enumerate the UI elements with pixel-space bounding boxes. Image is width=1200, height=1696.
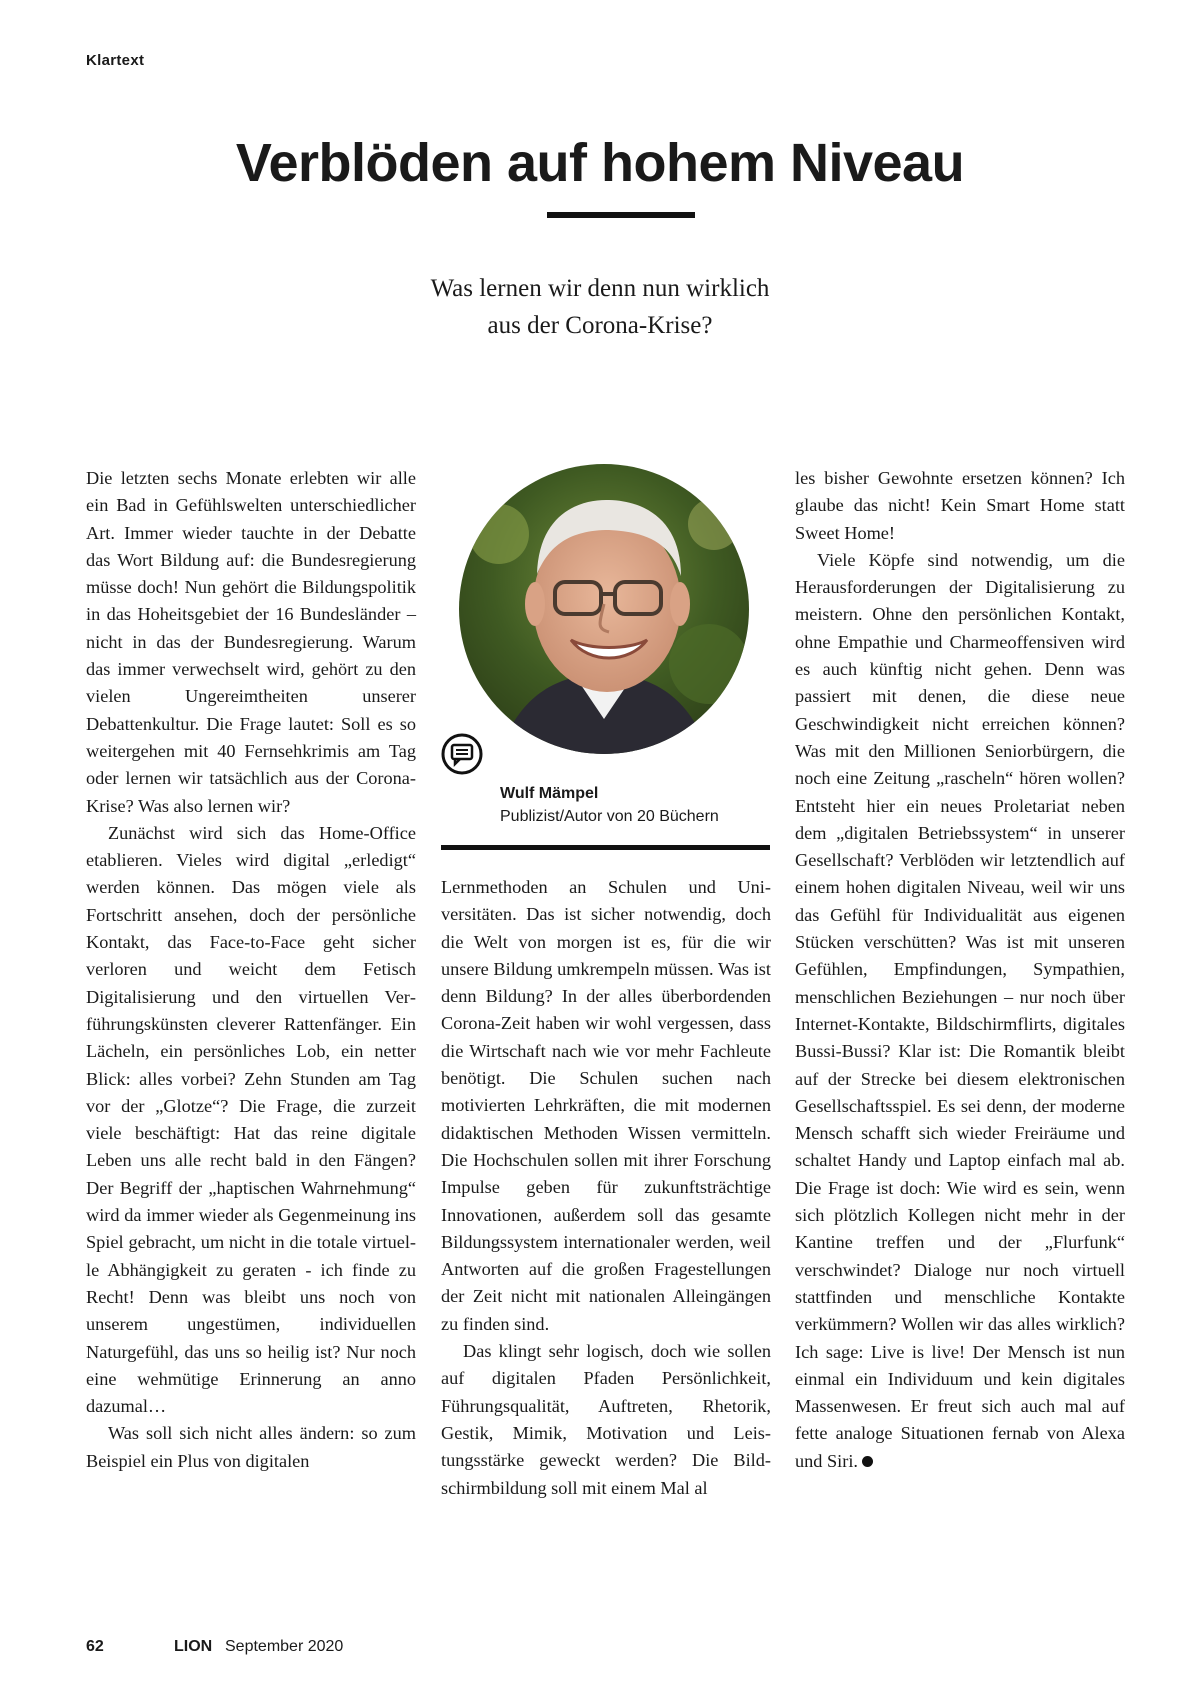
article-column-2 — [441, 874, 771, 1502]
comment-bubble-icon — [441, 733, 483, 775]
paragraph-text: Viele Köpfe sind notwendig, um die Herausforderungen der Digitalisierung zu meistern. Ohne den persönlichen Kontakt, ohne Empathie und Charmeoffensiven wird es auch künftig nicht gehen. Denn was passiert mit denen, die diese neue Geschwindigkeit nicht erreichen können? Was mit den Millionen Seniorbürgern, die noch eine Zeitung „rascheln“ hören wollen? Entsteht hier ein neues Proletariat neben dem „digitalen Betriebssystem“ in unserer Gesellschaft? Verblöden wir letztendlich auf einem hohen digitalen Niveau, weil wir uns das Gefühl für Individualität aus eigenen Stücken verschütten? Was ist mit unseren Gefühlen, Empfindungen, Sympathien, menschlichen Beziehungen – nur noch über Internet-Kontakte, Bildschirmflirts, digitales Bussi-Bussi? Klar ist: Die Romantik bleibt auf der Strecke bei diesem elektronischen Gesellschaftsspiel. Es sei denn, der moderne Mensch schafft sich wieder Freiräume und schaltet Handy und Laptop einfach mal ab. Die Frage ist doch: Wie wird es sein, wenn sich plötzlich Kollegen nicht mehr in der Kantine treffen und der „Flurfunk“ verschwindet? Dialoge nur noch virtuell stattfinden und menschliche Kontakte verkümmern? Wollen wir das alles wirklich? Ich sage: Live is live! Der Mensch ist nun einmal ein Individuum und kein digitales Massenwesen. Er freut sich auch mal auf fette analoge Situationen fernab von Alexa und Siri. — [795, 549, 1125, 1471]
paragraph: Die letzten sechs Monate erlebten wir alle ein Bad in Gefühlswelten unterschiedlicher Art. Immer wieder tauchte in der Debatte das Wort Bildung auf: die Bundesregierung müsse doch! Nun gehört die Bildungspolitik in das Hoheitsgebiet der 16 Bundesländer – nicht in das der Bundesregierung. Warum das immer verwechselt wird, gehört zu den vielen Ungereimtheiten unserer Debattenkultur. Die Frage lautet: Soll es so weitergehen mit 40 Fernsehkrimis am Tag oder lernen wir tatsächlich aus der Corona-Krise? Was also lernen wir? — [86, 468, 416, 816]
author-portrait-illustration — [459, 464, 749, 754]
paragraph: Zunächst wird sich das Home-Office etablieren. Vieles wird digital „erledigt“ werden können. Das mögen viele als Fortschritt ansehen, doch der persönliche Kontakt, das Face-to-Face geht sicher verloren und weicht dem Fetisch Digitalisierung und den virtuellen Verführungskünsten cleverer Rattenfänger. Ein Lächeln, ein persönliches Lob, ein netter Blick: alles vorbei? Zehn Stunden am Tag vor der „Glotze“? Die Frage, die zurzeit viele beschäftigt: Hat das reine digitale Leben uns alle recht bald in den Fängen? Der Begriff der „haptischen Wahrnehmung“ wird da immer wieder als Gegenmeinung ins Spiel gebracht, um nicht in die totale virtuelle Abhängigkeit zu geraten - ich finde zu Recht! Denn was bleibt uns noch von unserem ungestümen, individuellen Naturgefühl, das uns so heilig ist? Nur noch eine wehmütige Erinnerung an anno dazumal… — [86, 822, 416, 1417]
subtitle — [0, 270, 1200, 344]
end-of-article-icon — [862, 1456, 873, 1467]
subtitle-line-1: Was lernen wir denn nun wirklich — [430, 275, 770, 302]
headline: Verblöden auf hohem Niveau — [235, 133, 965, 193]
issue-date: September 2020 — [225, 1638, 344, 1655]
paragraph — [795, 547, 1125, 1475]
section-label: Klartext — [86, 52, 145, 69]
paragraph: Lernmethoden an Schulen und Universitäten. Das ist sicher notwendig, doch die Welt von morgen ist es, für die wir unsere Bildung umkrempeln müssen. Was ist denn Bildung? In der alles überbordenden Corona-Zeit haben wir wohl vergessen, dass die Wirtschaft nach wie vor mehr Fachleute benötigt. Die Schulen suchen nach motivierten Lehrkräften, die mit modernen didaktischen Methoden Wissen vermitteln. Die Hochschulen sollen mit ihrer Forschung Impulse geben für zukunftsträchtige Innovationen, außerdem soll das gesamte Bildungssystem internationaler werden, weil Antworten auf die großen Fragestellungen der Zeit nicht mit nationalen Alleingängen zu finden sind. — [441, 877, 771, 1334]
paragraph: Was soll sich nicht alles ändern: so zum Beispiel ein Plus von digitalen — [86, 1423, 416, 1471]
author-divider — [441, 845, 770, 850]
paragraph: Das klingt sehr logisch, doch wie sollen auf digitalen Pfaden Persönlichkeit, Führungsqualität, Auftreten, Rhetorik, Gestik, Mimik, Motivation und Leistungsstärke geweckt werden? Die Bildschirmbildung soll mit einem Mal al — [441, 1341, 771, 1498]
author-portrait — [459, 464, 749, 754]
article-column-3 — [795, 465, 1125, 1475]
author-name: Wulf Mämpel — [500, 785, 599, 802]
page-number: 62 — [86, 1638, 104, 1655]
subtitle-line-2: aus der Corona-Krise? — [487, 312, 713, 339]
magazine-name: LION — [174, 1638, 213, 1655]
title-divider — [547, 212, 695, 218]
paragraph: les bisher Gewohnte ersetzen können? Ich glaube das nicht! Kein Smart Home statt Sweet Home! — [795, 468, 1125, 543]
author-role: Publizist/Autor von 20 Büchern — [500, 808, 719, 825]
article-column-1 — [86, 465, 416, 1475]
